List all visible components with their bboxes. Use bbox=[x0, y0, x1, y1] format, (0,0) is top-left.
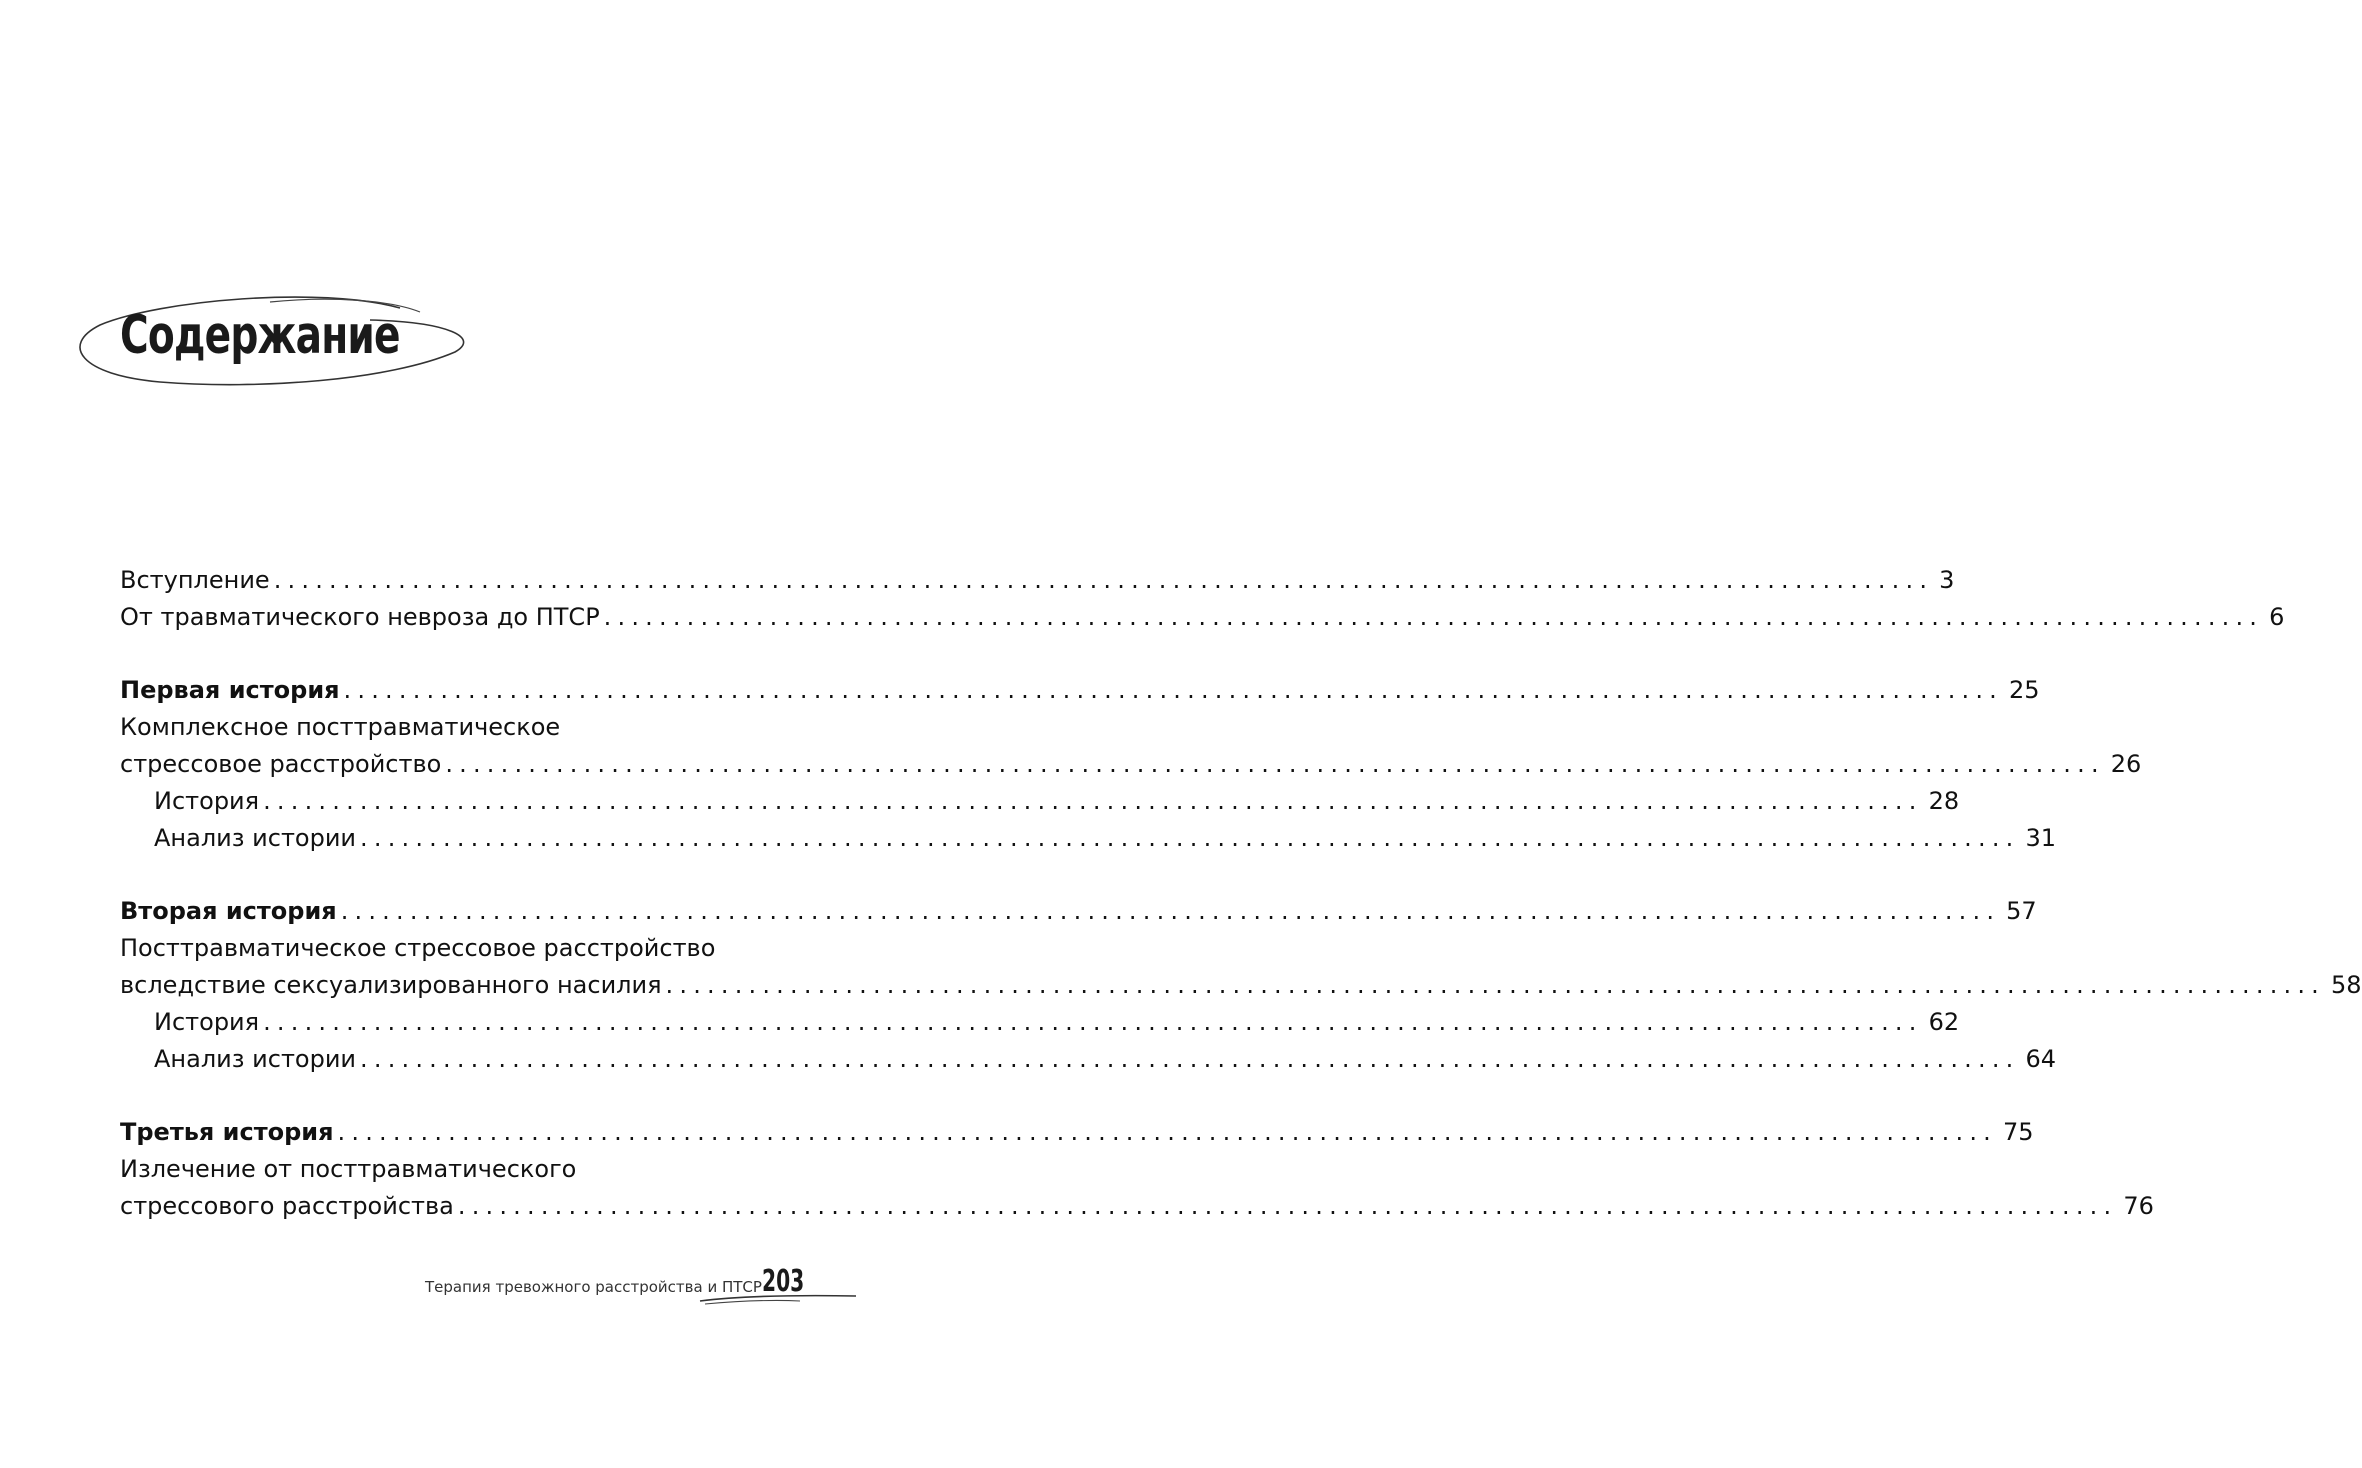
toc-leader-dots: ........................................................................................................................ bbox=[340, 897, 2001, 925]
toc-entry bbox=[120, 930, 792, 967]
toc-entry bbox=[120, 1151, 792, 1188]
toc-entry-label: Первая история bbox=[120, 676, 340, 704]
toc-entry bbox=[120, 709, 792, 746]
toc-leader-dots: ........................................................................................................................ bbox=[343, 676, 2004, 704]
toc-leader-dots: ........................................................................................................................ bbox=[263, 1008, 1923, 1036]
toc-entry-label: Вступление bbox=[120, 566, 270, 594]
toc-entry bbox=[120, 967, 2362, 1004]
toc-entry bbox=[120, 599, 2285, 636]
toc-leader-dots: ........................................................................................................................ bbox=[273, 566, 1934, 594]
toc-leader-dots: ........................................................................................................................ bbox=[665, 971, 2326, 999]
toc-entry-label: вследствие сексуализированного насилия bbox=[120, 971, 662, 999]
toc-entry-page: 76 bbox=[2123, 1192, 2154, 1220]
toc-entry bbox=[120, 1188, 2154, 1225]
toc-entry-page: 28 bbox=[1928, 787, 1960, 815]
toc-entry-label: Посттравматическое стрессовое расстройство bbox=[120, 934, 716, 962]
footer-page-number: 203 bbox=[762, 1264, 805, 1299]
toc-entry-page: 75 bbox=[2003, 1118, 2034, 1146]
toc-entry-label: Вторая история bbox=[120, 897, 337, 925]
toc-entry-page: 31 bbox=[2025, 824, 2057, 852]
toc-entry bbox=[120, 746, 2142, 783]
page-title: Содержание bbox=[120, 305, 400, 366]
toc-entry-page: 6 bbox=[2269, 603, 2285, 631]
toc-entry bbox=[120, 672, 2040, 709]
toc-leader-dots: ........................................................................................................................ bbox=[263, 787, 1923, 815]
toc-entry bbox=[120, 893, 2037, 930]
table-of-contents bbox=[120, 562, 2362, 1225]
footer-book-title: Терапия тревожного расстройства и ПТСР bbox=[425, 1278, 762, 1296]
toc-leader-dots: ........................................................................................................................ bbox=[445, 750, 2105, 778]
toc-entry bbox=[120, 1041, 2057, 1078]
toc-entry-label: Излечение от посттравматического bbox=[120, 1155, 577, 1183]
toc-entry-label: Третья история bbox=[120, 1118, 334, 1146]
toc-entry-label: Анализ истории bbox=[154, 1045, 357, 1073]
toc-entry bbox=[120, 562, 1955, 599]
toc-entry-label: стрессовое расстройство bbox=[120, 750, 442, 778]
toc-entry bbox=[120, 1114, 2034, 1151]
toc-entry-page: 62 bbox=[1928, 1008, 1960, 1036]
toc-leader-dots: ........................................................................................................................ bbox=[603, 603, 2264, 631]
title-block bbox=[70, 290, 470, 400]
toc-entry-page: 57 bbox=[2006, 897, 2037, 925]
toc-entry bbox=[120, 783, 1960, 820]
toc-leader-dots: ........................................................................................................................ bbox=[457, 1192, 2118, 1220]
toc-entry-label: Комплексное посттравматическое bbox=[120, 713, 561, 741]
toc-entry-page: 26 bbox=[2110, 750, 2142, 778]
page-footer bbox=[420, 1262, 860, 1312]
toc-entry bbox=[120, 820, 2057, 857]
toc-entry-page: 25 bbox=[2009, 676, 2040, 704]
toc-leader-dots: ........................................................................................................................ bbox=[360, 1045, 2020, 1073]
toc-entry-page: 3 bbox=[1939, 566, 1955, 594]
toc-leader-dots: ........................................................................................................................ bbox=[360, 824, 2020, 852]
toc-entry-label: От травматического невроза до ПТСР bbox=[120, 603, 600, 631]
toc-entry-page: 64 bbox=[2025, 1045, 2057, 1073]
toc-leader-dots: ........................................................................................................................ bbox=[337, 1118, 1997, 1146]
toc-entry-label: История bbox=[154, 787, 260, 815]
toc-entry-page: 58 bbox=[2331, 971, 2362, 999]
toc-entry-label: Анализ истории bbox=[154, 824, 357, 852]
toc-entry-label: стрессового расстройства bbox=[120, 1192, 454, 1220]
toc-entry-label: История bbox=[154, 1008, 260, 1036]
toc-entry bbox=[120, 1004, 1960, 1041]
